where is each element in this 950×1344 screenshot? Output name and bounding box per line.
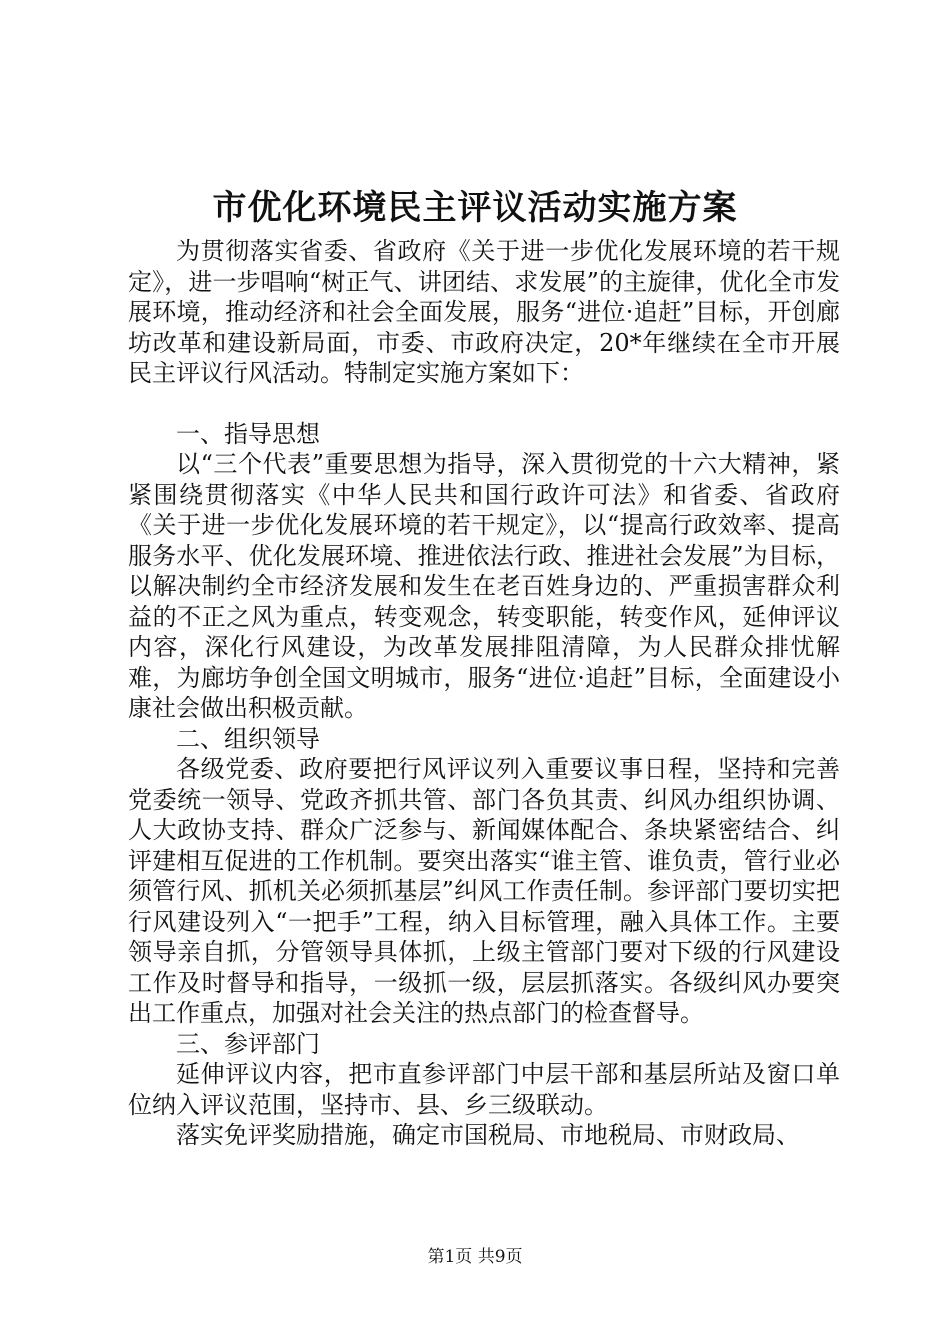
section-heading-organization: 二、组织领导 xyxy=(176,724,320,753)
section-paragraph-participating-departments-2: 落实免评奖励措施，确定市国税局、市地税局、市财政局、 xyxy=(176,1121,800,1149)
section-paragraph-guiding-ideology: 以“三个代表”重要思想为指导，深入贯彻党的十六大精神，紧紧围绕贯彻落实《中华人民共和国行政许可法》和省委、省政府《关于进一步优化发展环境的若干规定》，以“提高行政效率、提高服务水平、优化发展环境、推进依法行政、推进社会发展”为目标，以解决制约全市经济发展和发生在老百姓身边的、严重损害群众利益的不正之风为重点，转变观念，转变职能，转变作风，延伸评议内容，深化行风建设，为改革发展排阻清障，为人民群众排忧解难，为廊坊争创全国文明城市，服务“进位·追赶”目标，全面建设小康社会做出积极贡献。 xyxy=(128,450,840,722)
section-heading-participating-departments: 三、参评部门 xyxy=(176,1029,320,1058)
section-paragraph-organization: 各级党委、政府要把行风评议列入重要议事日程，坚持和完善党委统一领导、党政齐抓共管、部门各负其责、纠风办组织协调、人大政协支持、群众广泛参与、新闻媒体配合、条块紧密结合、纠评建相互促进的工作机制。要突出落实“谁主管、谁负责，管行业必须管行风、抓机关必须抓基层”纠风工作责任制。参评部门要切实把行风建设列入“一把手”工程，纳入目标管理，融入具体工作。主要领导亲自抓，分管领导具体抓，上级主管部门要对下级的行风建设工作及时督导和指导，一级抓一级，层层抓落实。各级纠风办要突出工作重点，加强对社会关注的热点部门的检查督导。 xyxy=(128,755,840,1027)
section-paragraph-participating-departments-1: 延伸评议内容，把市直参评部门中层干部和基层所站及窗口单位纳入评议范围，坚持市、县、乡三级联动。 xyxy=(128,1060,840,1119)
page-number-footer: 第1页 共9页 xyxy=(427,1247,523,1267)
intro-paragraph: 为贯彻落实省委、省政府《关于进一步优化发展环境的若干规定》，进一步唱响“树正气、讲团结、求发展”的主旋律，优化全市发展环境，推动经济和社会全面发展，服务“进位·追赶”目标，开创廊坊改革和建设新局面，市委、市政府决定，20*年继续在全市开展民主评议行风活动。特制定实施方案如下： xyxy=(128,237,840,387)
paragraph-spacer xyxy=(128,389,840,419)
document-title: 市优化环境民主评议活动实施方案 xyxy=(212,188,738,228)
document-body xyxy=(128,236,840,1151)
section-heading-guiding-ideology: 一、指导思想 xyxy=(176,419,320,448)
